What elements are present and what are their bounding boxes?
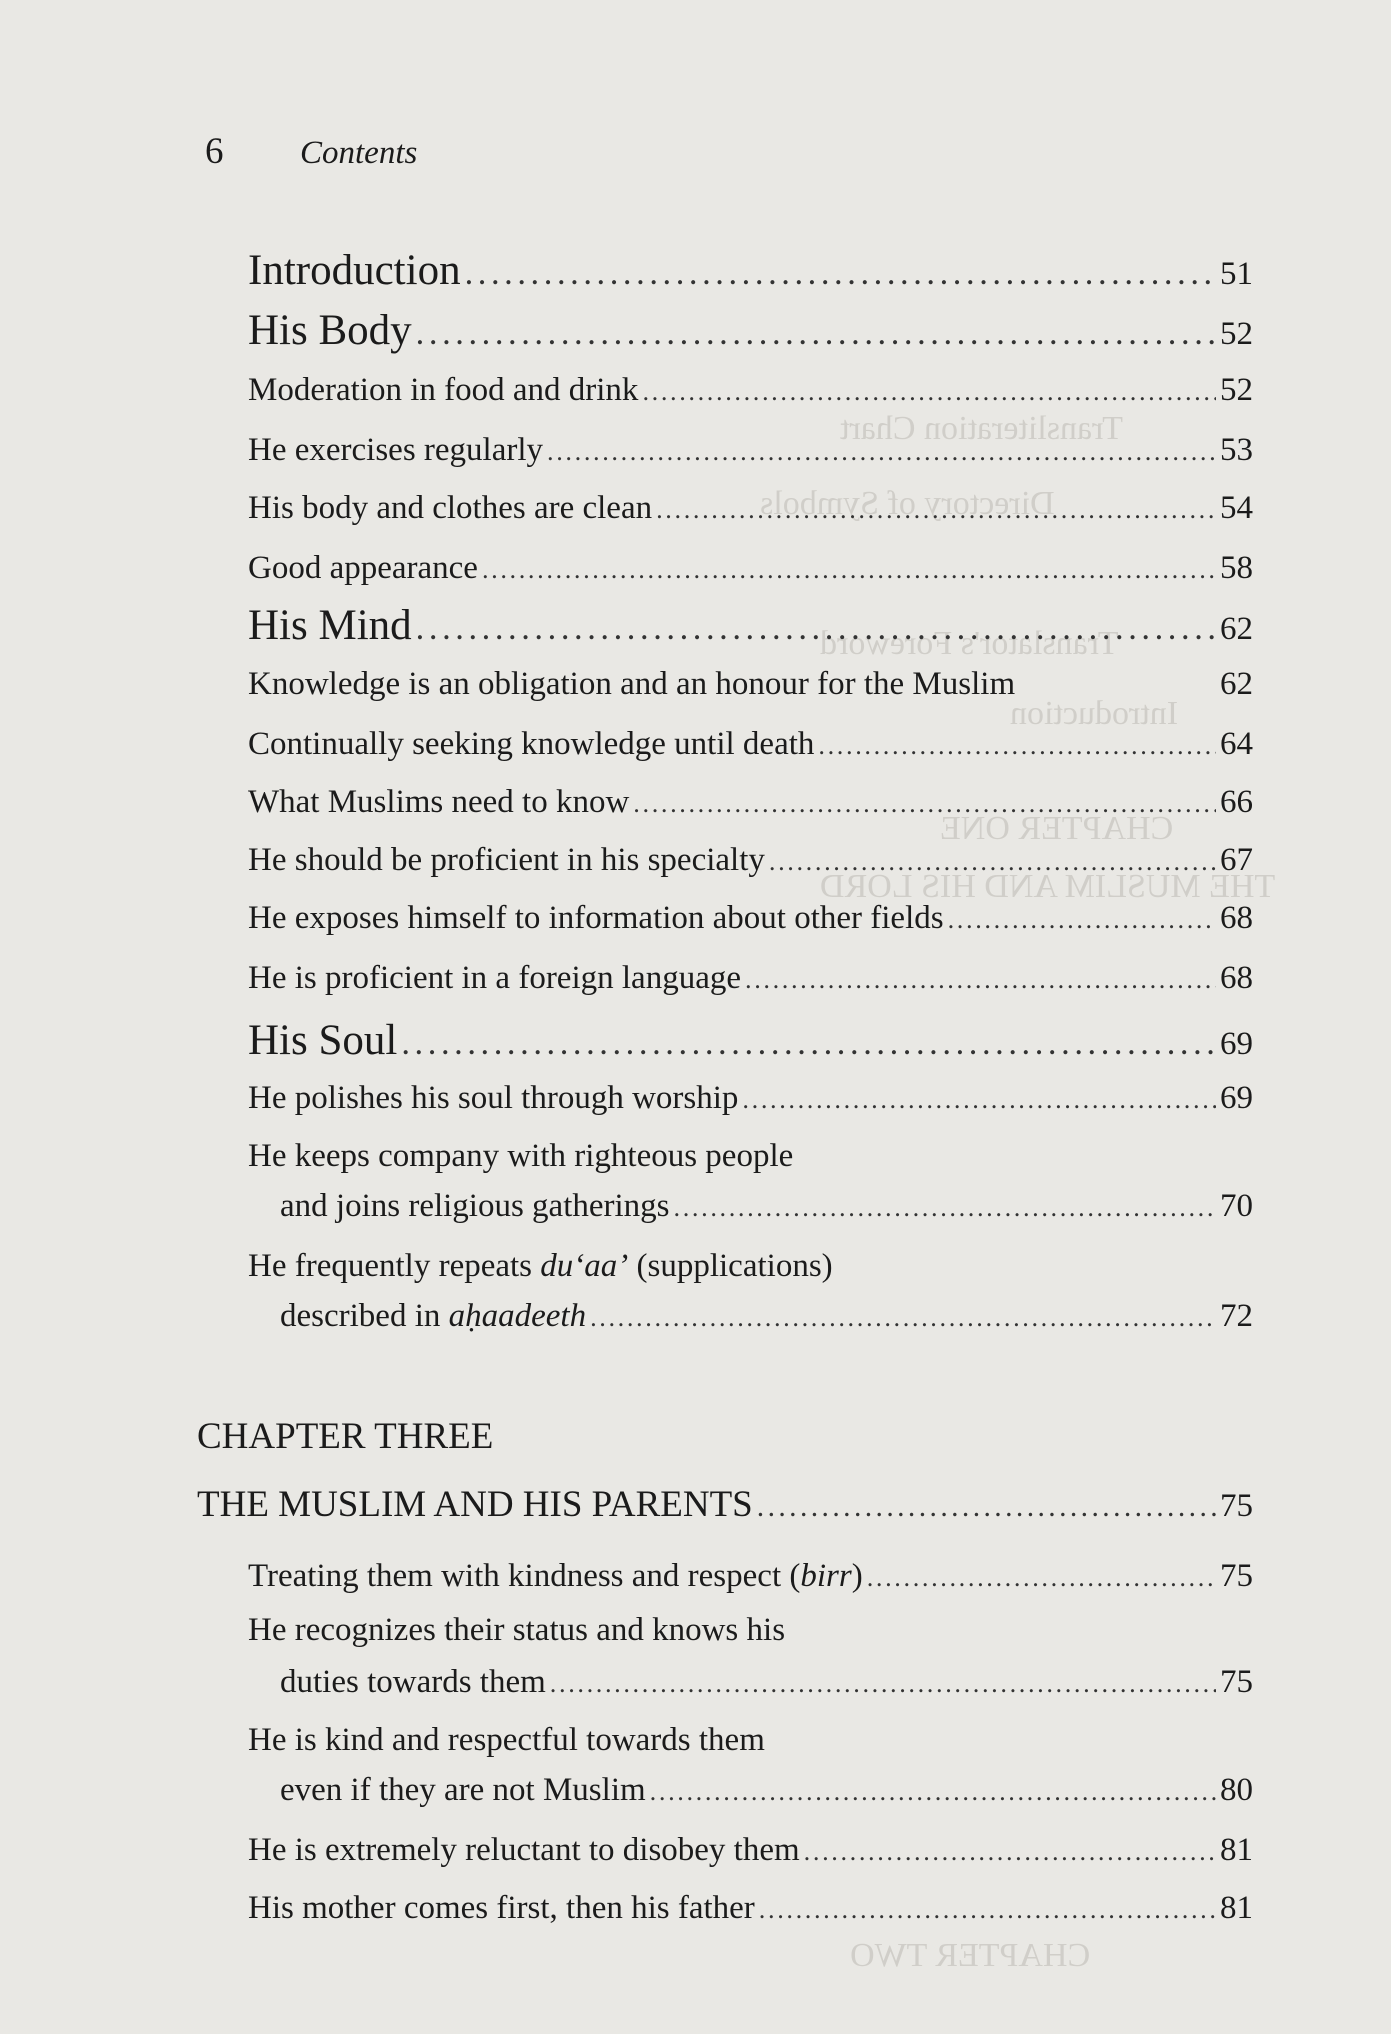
toc-entry[interactable] bbox=[248, 666, 1253, 703]
toc-entry-page: 75 bbox=[1220, 1488, 1253, 1524]
italic-term: du‘aa’ bbox=[540, 1248, 629, 1284]
toc-entry[interactable] bbox=[248, 960, 1253, 997]
dot-leader bbox=[416, 609, 1216, 648]
toc-entry-page: 81 bbox=[1220, 1832, 1253, 1868]
toc-entry-label-line2: even if they are not Muslim bbox=[280, 1772, 646, 1808]
page-number: 6 bbox=[205, 131, 224, 172]
dot-leader bbox=[769, 846, 1216, 877]
italic-term: birr bbox=[800, 1558, 852, 1594]
toc-section[interactable] bbox=[248, 1016, 1253, 1065]
toc-entry-label: His mother comes first, then his father bbox=[248, 1890, 755, 1926]
toc-entry-page: 68 bbox=[1220, 900, 1253, 936]
toc-entry[interactable] bbox=[280, 1188, 1253, 1225]
toc-entry-label: He exposes himself to information about other fields bbox=[248, 900, 944, 936]
toc-entry-label-line1: He recognizes their status and knows his bbox=[248, 1612, 786, 1648]
dot-leader bbox=[642, 376, 1216, 407]
dot-leader bbox=[633, 788, 1216, 819]
toc-entry-label: His Soul bbox=[248, 1017, 398, 1064]
toc-entry[interactable] bbox=[248, 1080, 1253, 1117]
toc-entry-page: 69 bbox=[1220, 1026, 1253, 1062]
toc-entry[interactable] bbox=[248, 1832, 1253, 1869]
toc-entry-page: 68 bbox=[1220, 960, 1253, 996]
toc-entry[interactable] bbox=[248, 550, 1253, 587]
toc-section[interactable] bbox=[248, 306, 1253, 355]
dot-leader bbox=[650, 1776, 1216, 1807]
toc-entry[interactable] bbox=[280, 1772, 1253, 1809]
toc-entry-label-line2: and joins religious gatherings bbox=[280, 1188, 670, 1224]
toc-entry-label: His body and clothes are clean bbox=[248, 490, 653, 526]
italic-term: aḥaadeeth bbox=[448, 1298, 587, 1334]
toc-entry-page: 64 bbox=[1220, 726, 1253, 762]
toc-entry-page: 53 bbox=[1220, 432, 1253, 468]
dot-leader bbox=[465, 254, 1216, 293]
dot-leader bbox=[742, 1084, 1216, 1115]
toc-entry-page: 54 bbox=[1220, 490, 1253, 526]
dot-leader bbox=[948, 904, 1216, 935]
chapter-number: CHAPTER THREE bbox=[197, 1416, 494, 1457]
toc-entry-page: 66 bbox=[1220, 784, 1253, 820]
toc-entry-label: Knowledge is an obligation and an honour for the Muslim bbox=[248, 666, 1016, 702]
toc-entry[interactable] bbox=[280, 1664, 1253, 1701]
toc-entry-label: Continually seeking knowledge until death bbox=[248, 726, 815, 762]
dot-leader bbox=[482, 554, 1216, 585]
toc-entry-page: 72 bbox=[1220, 1298, 1253, 1334]
toc-entry-page: 62 bbox=[1220, 666, 1253, 702]
toc-entry-label-line2: described in aḥaadeeth bbox=[280, 1298, 587, 1334]
dot-leader bbox=[401, 1024, 1216, 1063]
dot-leader bbox=[804, 1836, 1216, 1867]
toc-entry[interactable] bbox=[280, 1298, 1253, 1335]
toc-entry-page: 75 bbox=[1220, 1558, 1253, 1594]
toc-entry[interactable] bbox=[248, 1890, 1253, 1927]
toc-entry[interactable] bbox=[248, 1558, 1253, 1595]
page-header bbox=[205, 130, 417, 173]
toc-entry-label: THE MUSLIM AND HIS PARENTS bbox=[197, 1484, 753, 1525]
toc-entry-label: He is proficient in a foreign language bbox=[248, 960, 741, 996]
toc-entry-label-line1: He frequently repeats du‘aa’ (supplications) bbox=[248, 1248, 833, 1284]
toc-entry[interactable] bbox=[248, 842, 1253, 879]
toc-entry[interactable] bbox=[248, 432, 1253, 469]
toc-entry-label: His Mind bbox=[248, 602, 412, 649]
toc-entry-label: Treating them with kindness and respect (birr) bbox=[248, 1558, 863, 1594]
toc-entry-page: 69 bbox=[1220, 1080, 1253, 1116]
toc-entry-page: 52 bbox=[1220, 316, 1253, 352]
toc-entry[interactable] bbox=[248, 490, 1253, 527]
toc-entry-page: 51 bbox=[1220, 256, 1253, 292]
toc-section[interactable] bbox=[248, 601, 1253, 650]
toc-entry[interactable] bbox=[248, 900, 1253, 937]
dot-leader bbox=[674, 1192, 1216, 1223]
toc-entry-label: Introduction bbox=[248, 247, 461, 294]
toc-entry-page: 75 bbox=[1220, 1664, 1253, 1700]
dot-leader bbox=[757, 1491, 1216, 1524]
toc-entry-page: 52 bbox=[1220, 372, 1253, 408]
dot-leader bbox=[867, 1562, 1216, 1593]
toc-entry-label: He exercises regularly bbox=[248, 432, 544, 468]
dot-leader bbox=[416, 314, 1216, 353]
toc-entry-label-line1: He is kind and respectful towards them bbox=[248, 1722, 765, 1758]
toc-entry-page: 70 bbox=[1220, 1188, 1253, 1224]
toc-entry-label: He is extremely reluctant to disobey them bbox=[248, 1832, 800, 1868]
toc-entry-page: 62 bbox=[1220, 611, 1253, 647]
dot-leader bbox=[656, 494, 1216, 525]
toc-entry-label: Good appearance bbox=[248, 550, 478, 586]
toc-entry-page: 80 bbox=[1220, 1772, 1253, 1808]
toc-entry-label: He should be proficient in his specialty bbox=[248, 842, 765, 878]
chapter-title[interactable] bbox=[197, 1483, 1253, 1526]
dot-leader bbox=[547, 436, 1216, 467]
toc-entry-page: 67 bbox=[1220, 842, 1253, 878]
toc-entry[interactable] bbox=[248, 372, 1253, 409]
toc-entry[interactable] bbox=[248, 246, 1253, 295]
book-page: 6 Contents Transliteration Chart Directory of Symbols Translator's Foreword Introduction CHAPTER ONE THE MUSLIM AND HIS LORD CHAPTER TWO Introduction . . . 51 His Body . . . 52 Moderation in food and drink . . . 52 He exercises regularly . . . 53 His body and clothes are clean . . . 54 Good appearance . . . 58 His Mind . . . 62 Knowledge is an obligation and an honour for the Muslim 62 Continually seeking knowledge until death . . . 64 What Muslims need to know . . . 66 He should be proficient in his specialty . . . 67 He exposes himself to information about other fields . . . 68 He is proficient in a foreign language . . . 68 His Soul . . . 69 He polishes his soul through worship . . . 69 He keeps company with righteous people and joins religious gatherings . . . 70 He frequently repeats du‘aa’ (supplications) described in aḥaadeeth . . . 72 CHAPTER THREE THE MUSLIM AND HIS PARENTS . . . 75 Treating them with kindness and respect (birr) . . . 75 He recognizes their status and knows his duties towards them . . . 75 He is kind and respectful towards them even if they are not Muslim . . . 80 He is extremely reluctant to disobey them . . . 81 His mother comes first, then his father . . . 81 bbox=[0, 0, 1391, 2034]
toc-entry-page: 58 bbox=[1220, 550, 1253, 586]
toc-entry-label-line2: duties towards them bbox=[280, 1664, 546, 1700]
toc-entry-label-line1: He keeps company with righteous people bbox=[248, 1138, 794, 1174]
toc-entry-label: His Body bbox=[248, 307, 412, 354]
toc-entry[interactable] bbox=[248, 726, 1253, 763]
toc-entry[interactable] bbox=[248, 784, 1253, 821]
dot-leader bbox=[759, 1894, 1216, 1925]
running-title: Contents bbox=[300, 135, 418, 171]
dot-leader bbox=[745, 964, 1216, 995]
toc-entry-label: Moderation in food and drink bbox=[248, 372, 639, 408]
dot-leader bbox=[590, 1302, 1216, 1333]
toc-entry-page: 81 bbox=[1220, 1890, 1253, 1926]
toc-entry-label: He polishes his soul through worship bbox=[248, 1080, 739, 1116]
dot-leader bbox=[818, 730, 1216, 761]
toc-entry-label: What Muslims need to know bbox=[248, 784, 630, 820]
dot-leader bbox=[550, 1668, 1216, 1699]
